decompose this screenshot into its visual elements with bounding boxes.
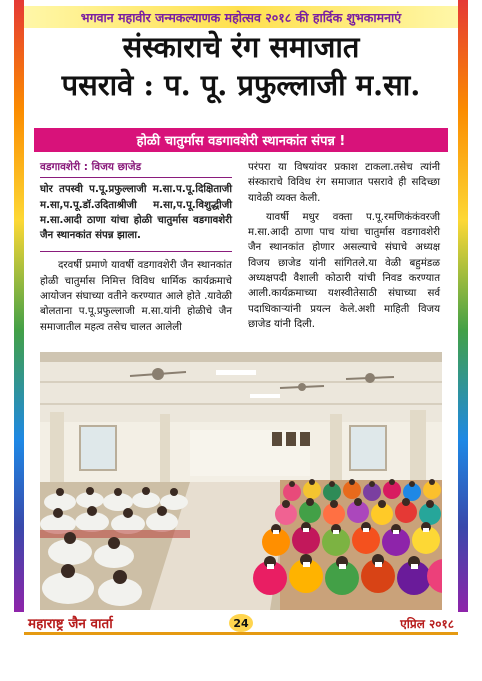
footer-rule — [24, 632, 458, 635]
article-column-left — [40, 160, 232, 335]
article-paragraph-3: यावर्षी मधुर वक्ता प.पू.रमणिकंकंवरजी म.सा.आदी ठाणा पाच यांचा चातुर्मास वडगावशेरी जैन स्थानकांत होणार असल्याचे संघाचे अध्यक्ष विजय छाजेड यांनी सांगितले.या वेळी बहुमंडळ अध्यक्षपदी वैशाली कोठारी यांची निवड करण्यात आली.कार्यक्रमाच्या यशस्वीतेसाठी संघाच्या सर्व पदाधिकाऱ्यांनी प्रयत्न केले.अशी माहिती विजय छाजेड यांनी दिली. — [248, 211, 440, 330]
issue-date: एप्रिल २०१८ — [400, 616, 454, 631]
headline — [34, 28, 448, 104]
subheadline-text: होळी चातुर्मास वडगावशेरी स्थानकांत संपन्न ! — [136, 134, 346, 149]
byline: वडगावशेरी : विजय छाजेड — [40, 160, 232, 178]
publication-name: महाराष्ट्र जैन वार्ता — [28, 616, 113, 632]
footer — [28, 613, 454, 633]
left-color-border — [14, 0, 24, 612]
article-paragraph-1: दरवर्षी प्रमाणे यावर्षी वडगावशेरी जैन स्थानकांत होळी चातुर्मास निमित्त विविध धार्मिक कार्यक्रमाचे आयोजन संघाच्या वतीने करण्यात आले होते .यावेळी बोलताना प.पू.प्रफुल्लाजी म.सा.यांनी होळीचे जैन समाजातील महत्व तसेच चालत आलेली — [40, 260, 232, 333]
subheadline-bar — [34, 128, 448, 152]
article-column-right — [248, 160, 440, 332]
page-number: 24 — [229, 614, 253, 632]
right-color-border — [458, 0, 468, 612]
headline-line-1: संस्काराचे रंग समाजात — [122, 30, 360, 64]
headline-line-2: पसरावे : प. पू. प्रफुल्लाजी म.सा. — [61, 68, 421, 102]
divider — [40, 251, 232, 252]
event-photo — [40, 352, 442, 610]
article-intro: घोर तपस्वी प.पू.प्रफुल्लाजी म.सा.प.पू.दिक्षिताजी म.सा,प.पू.डॉ.उदिताश्रीजी म.सा,प.पू.विशुद्धीजी म.सा.आदी ठाणा यांचा होळी चातुर्मास वडगावशेरी जैन स्थानकांत संपन्न झाला. — [40, 184, 232, 242]
top-banner-text: भगवान महावीर जन्मकल्याणक महोत्सव २०१८ की हार्दिक शुभकामनाएं — [80, 9, 402, 25]
top-banner — [24, 6, 458, 28]
event-photo-illustration — [40, 352, 442, 610]
article-paragraph-2: परंपरा या विषयांवर प्रकाश टाकला.तसेच त्यांनी संस्काराचे विविध रंग समाजात पसरावे ही सदिच्छा यावेळी व्यक्त केली. — [248, 162, 440, 204]
